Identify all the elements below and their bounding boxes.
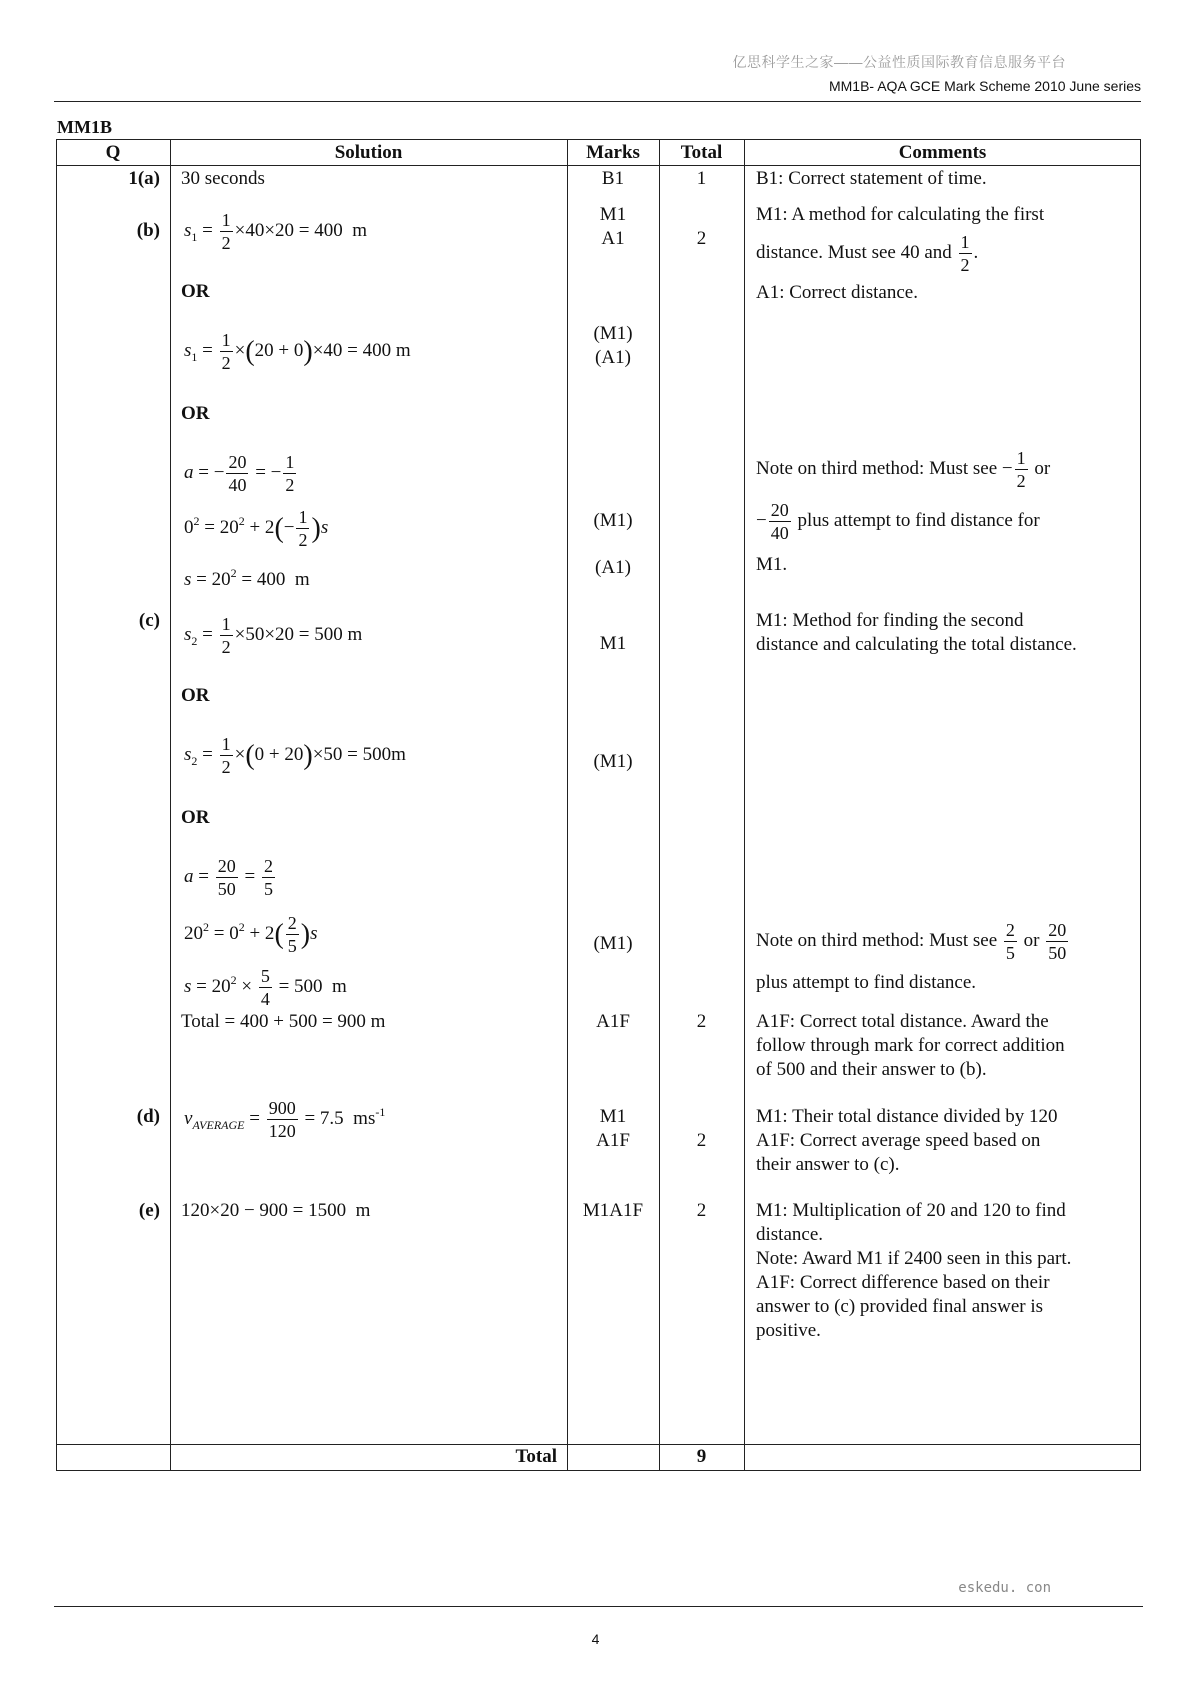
comment-1b-must-see: distance. Must see 40 and $\frac{1}{2}$ . (756, 232, 979, 275)
total-row-value: 9 (696, 1446, 707, 1467)
comment-1c-note: Note on third method: Must see $\frac{2}{5}$ or $\frac{20}{50}$ (756, 920, 1067, 963)
comment-1b-note-post: plus attempt to find distance for (797, 509, 1040, 531)
comment-1e-line2: distance. (756, 1224, 824, 1245)
solution-1b-method1: $s_1$ = $\frac{1}{2}$ ×40×20 = 400 m (184, 210, 368, 253)
comment-1e-line5: answer to (c) provided final answer is (756, 1296, 1044, 1317)
total-row-label: Total (515, 1446, 557, 1467)
column-header-solution: Solution (334, 142, 403, 163)
solution-1c-total: Total = 400 + 500 = 900 m (181, 1011, 386, 1032)
footer-rule (54, 1606, 1143, 1607)
marks-1d-m1: M1 (599, 1106, 627, 1127)
total-1c: 2 (696, 1011, 707, 1032)
question-label-1a: 1(a) (128, 168, 160, 189)
column-divider (744, 139, 745, 1471)
comment-1e-line1: M1: Multiplication of 20 and 120 to find (756, 1200, 1066, 1221)
solution-1b-method3-suvat: $0^2 = 20^2 + 2(-$ $\frac{1}{2}$ )s (184, 507, 329, 550)
marks-1b-alt-m1: (M1) (593, 323, 633, 344)
solution-1b-method2: $s_1$ = $\frac{1}{2}$ ×(20 + 0)×40 = 400 m (184, 330, 411, 373)
comment-1e-line6: positive. (756, 1320, 821, 1341)
marks-1d-a1f: A1F (596, 1130, 630, 1151)
solution-1c-method3-accel: a = $\frac{20}{50}$ = $\frac{2}{5}$ (184, 856, 273, 899)
comment-1c-line2: distance and calculating the total distance. (756, 634, 1077, 655)
comment-1d-line3: their answer to (c). (756, 1154, 900, 1175)
comment-1c-a1f-line2: follow through mark for correct addition (756, 1035, 1065, 1056)
header-row-divider (56, 165, 1141, 166)
comment-1c-note-text: Note on third method: Must see (756, 929, 998, 951)
footer-logo: eskedu. con (958, 1580, 1051, 1596)
total-1a: 1 (696, 168, 707, 189)
comment-1b-note-or: or (1034, 457, 1051, 479)
marks-1c-alt-m1: (M1) (593, 751, 633, 772)
comment-1b-note-end: M1. (756, 554, 788, 575)
question-label-1c: (c) (138, 610, 160, 631)
question-label-1e: (e) (138, 1200, 160, 1221)
comment-1c-note-or: or (1023, 929, 1040, 951)
comment-1e-line4: A1F: Correct difference based on their (756, 1272, 1050, 1293)
marks-1b-alt-a1: (A1) (595, 347, 631, 368)
column-divider (170, 139, 171, 1471)
or-label: OR (181, 403, 210, 424)
total-1b: 2 (696, 228, 707, 249)
comment-1b-a1: A1: Correct distance. (756, 282, 918, 303)
comment-1d-line2: A1F: Correct average speed based on (756, 1130, 1041, 1151)
column-header-marks: Marks (586, 142, 640, 163)
column-header-comments: Comments (898, 142, 987, 163)
comment-1b-note-line2: − $\frac{20}{40}$ plus attempt to find distance for (756, 500, 1040, 543)
comment-1a: B1: Correct statement of time. (756, 168, 987, 189)
site-header-line: 亿思科学生之家——公益性质国际教育信息服务平台 (732, 54, 1066, 70)
solution-1c-method1: $s_2$ = $\frac{1}{2}$ ×50×20 = 500 m (184, 614, 363, 657)
comment-1e-line3: Note: Award M1 if 2400 seen in this part. (756, 1248, 1072, 1269)
section-title: MM1B (57, 117, 112, 137)
solution-1c-method3-result: $s = 20^2$ × $\frac{5}{4}$ = 500 m (184, 966, 347, 1009)
or-label: OR (181, 685, 210, 706)
comment-1c-a1f-line3: of 500 and their answer to (b). (756, 1059, 987, 1080)
comment-1c-note-post: plus attempt to find distance. (756, 972, 977, 993)
marks-1e: M1A1F (582, 1200, 644, 1221)
comment-1d-line1: M1: Their total distance divided by 120 (756, 1106, 1058, 1127)
marks-1b-third-m1: (M1) (593, 510, 633, 531)
header-rule (54, 101, 1141, 102)
column-header-total: Total (680, 142, 723, 163)
column-header-q: Q (105, 142, 121, 163)
comment-1b-note: Note on third method: Must see − $\frac{1}{2}$ or (756, 448, 1051, 491)
marks-1c-m1: M1 (599, 633, 627, 654)
marks-1c-third-m1: (M1) (593, 933, 633, 954)
column-divider (659, 139, 660, 1471)
solution-1d: $v_{AVERAGE}$ = $\frac{900}{120}$ = 7.5 $ms^{-1}$ (184, 1098, 386, 1141)
mark-scheme-table (56, 139, 1141, 1471)
page-number: 4 (591, 1631, 600, 1647)
solution-1a: 30 seconds (181, 168, 265, 189)
marks-1c-a1f: A1F (596, 1011, 630, 1032)
solution-1b-method3-accel: a = − $\frac{20}{40}$ = − $\frac{1}{2}$ (184, 452, 295, 495)
comment-1b-must-see-text: distance. Must see 40 and (756, 241, 952, 263)
marks-1b-m1: M1 (599, 204, 627, 225)
or-label: OR (181, 281, 210, 302)
solution-1c-method3-suvat: $20^2 = 0^2 + 2$( $\frac{2}{5}$ )s (184, 913, 318, 956)
solution-1e: 120×20 − 900 = 1500 m (181, 1200, 371, 1221)
question-label-1b: (b) (136, 220, 160, 241)
marks-1a: B1 (601, 168, 625, 189)
or-label: OR (181, 807, 210, 828)
comment-1b-m1: M1: A method for calculating the first (756, 204, 1045, 225)
solution-1b-method3-result: $s = 20^2 = 400$ m (184, 566, 310, 590)
comment-1c-line1: M1: Method for finding the second (756, 610, 1024, 631)
total-1e: 2 (696, 1200, 707, 1221)
document-header-line: MM1B- AQA GCE Mark Scheme 2010 June series (828, 78, 1141, 94)
total-1d: 2 (696, 1130, 707, 1151)
solution-1c-method2: $s_2$ = $\frac{1}{2}$ ×(0 + 20)×50 = 500m (184, 734, 406, 777)
marks-1b-third-a1: (A1) (595, 557, 631, 578)
marks-1b-a1: A1 (601, 228, 625, 249)
comment-1b-note-text: Note on third method: Must see (756, 457, 998, 479)
question-label-1d: (d) (136, 1106, 160, 1127)
comment-1c-a1f-line1: A1F: Correct total distance. Award the (756, 1011, 1049, 1032)
